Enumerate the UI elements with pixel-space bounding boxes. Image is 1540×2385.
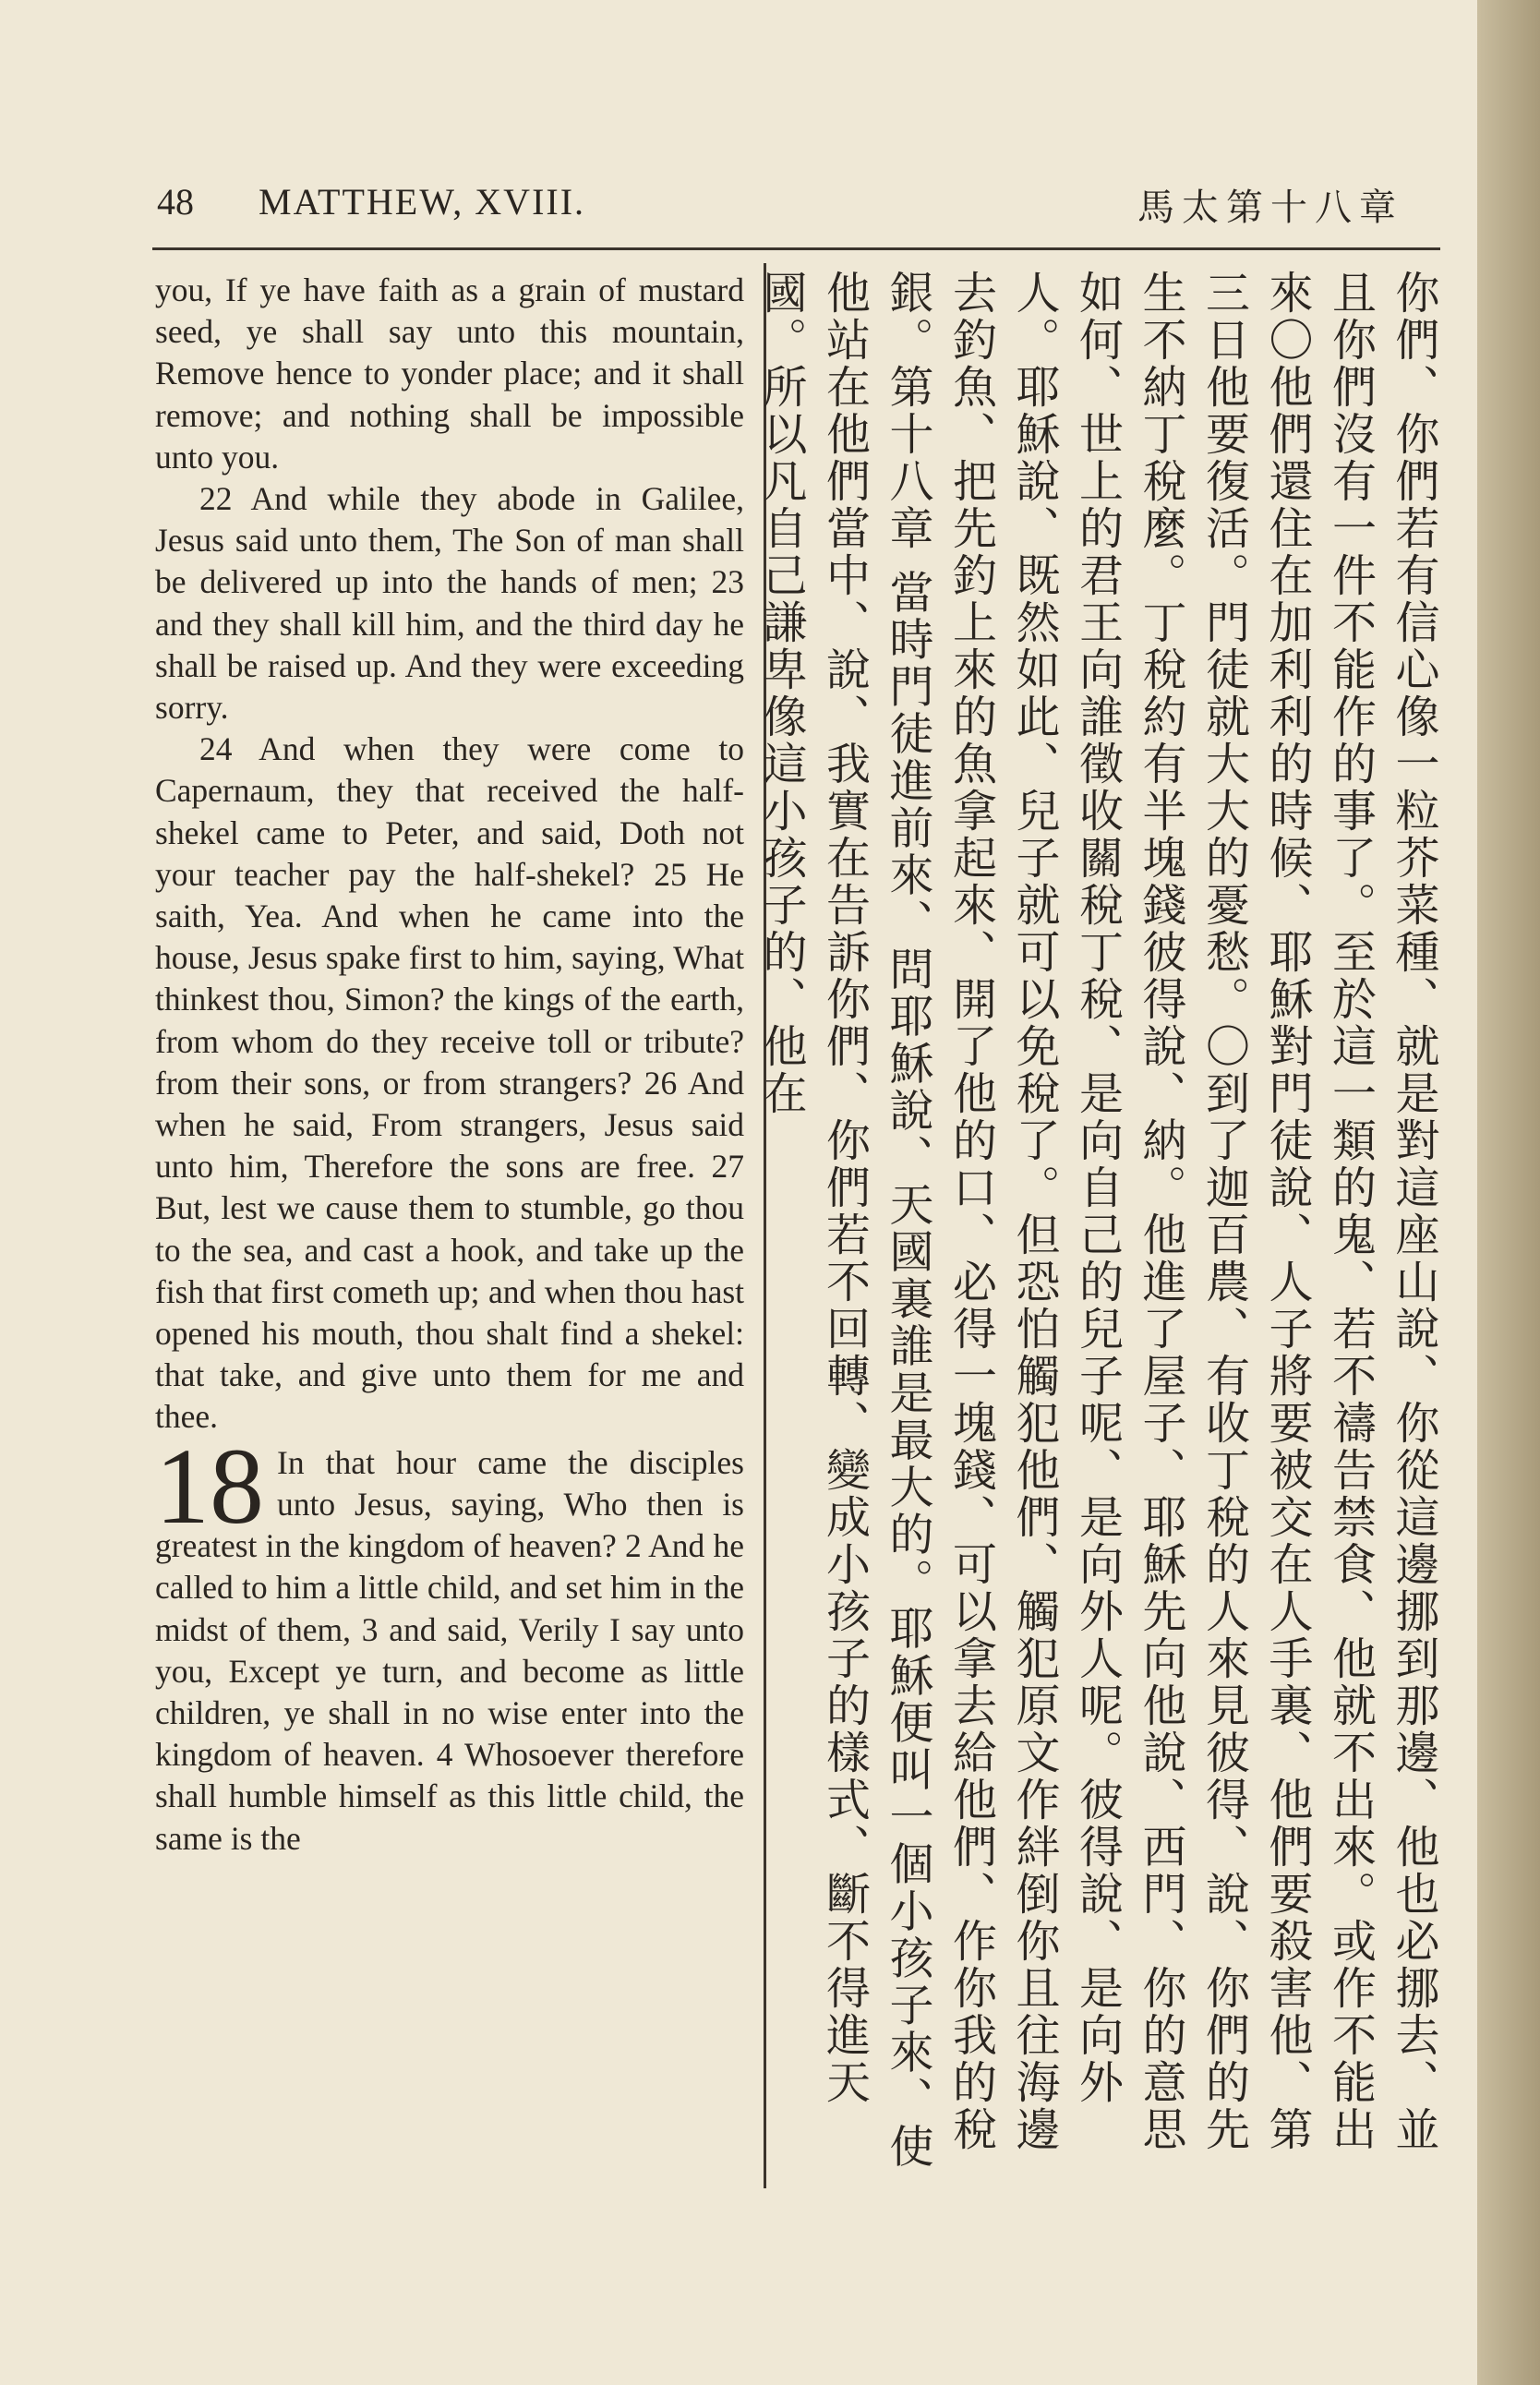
chapter-number-drop-cap: 18: [155, 1425, 264, 1547]
chinese-vertical-text: 你們、你們若有信心像一粒芥菜種、就是對這座山說、你從這邊挪到那邊、他也必挪去、並且你們沒有一件不能作的事了。至於這一類的鬼、若不禱告禁食、他就不出來。或作不能出來〇他們還住在加利利的時候、耶穌對門徒說、人子將要被交在人手裏、他們要殺害他、第三日他要復活。門徒就大大的憂愁。〇到了迦百農、有收丁稅的人來見彼得、說、你們的先生不納丁稅麼。丁稅約有半塊錢彼得說、納。他進了屋子、耶穌先向他說、西門、你的意思如何、世上的君王向誰徵收關稅丁稅、是向自己的兒子呢、是向外人呢。彼得說、是向外人。耶穌說、既然如此、兒子就可以免稅了。但恐怕觸犯他們、觸犯原文作絆倒你且往海邊去釣魚、把先釣上來的魚拿起來、開了他的口、必得一塊錢、可以拿去給他們、作你我的稅銀。第十八章 當時門徒進前來、問耶穌說、天國裏誰是最大的。耶穌便叫一個小孩子來、使他站在他們當中、說、我實在告訴你們、你們若不回轉、變成小孩子的樣式、斷不得進天國。所以凡自己謙卑像這小孩子的、他在: [755, 270, 1439, 2171]
page-header: [157, 180, 1431, 245]
english-text-column: [155, 270, 744, 2190]
english-paragraph: you, If ye have faith as a grain of mustard seed, ye shall say unto this mountain, Remove hence to yonder place; and it shall remove; and nothing shall be impossible unto you.: [155, 271, 744, 476]
header-rule: [152, 247, 1440, 250]
english-paragraph: In that hour came the disciples unto Jesus, saying, Who then is greatest in the kingdom of heaven? 2 And he called to him a little child, and set him in the midst of them, 3 and said, Verily I say unto you, Except ye turn, and become as little children, ye shall in no wise enter into the kingdom of heaven. 4 Whosoever therefore shall humble himself as this little child, the same is the: [155, 1443, 744, 1857]
english-paragraph: 22 And while they abode in Galilee, Jesus said unto them, The Son of man shall be delivered up into the hands of men; 23 and they shall kill him, and the third day he shall be raised up. And they were exceeding sorry.: [155, 480, 744, 727]
page-number: 48: [157, 181, 194, 223]
chapter-opening-paragraph: [155, 1425, 744, 1860]
running-head-chinese: 馬太第十八章: [1137, 187, 1403, 229]
chinese-text-column: [755, 270, 1445, 2199]
english-paragraph: 24 And when they were come to Capernaum, they that received the half-shekel came to Peter, and said, Doth not your teacher pay the half-shekel? 25 He saith, Yea. And when he came into the house, Jesus spake first to him, saying, What thinkest thou, Simon? the kings of the earth, from whom do they receive toll or tribute? from their sons, or from strangers? 26 And when he said, From strangers, Jesus said unto him, Therefore the sons are free. 27 But, lest we cause them to stumble, go thou to the sea, and cast a hook, and take up the fish that first cometh up; and when thou hast opened his mouth, thou shalt find a shekel: that take, and give unto them for me and thee.: [155, 730, 744, 1436]
running-head-english: MATTHEW, XVIII.: [259, 181, 586, 223]
page-edge: [1477, 0, 1540, 2385]
